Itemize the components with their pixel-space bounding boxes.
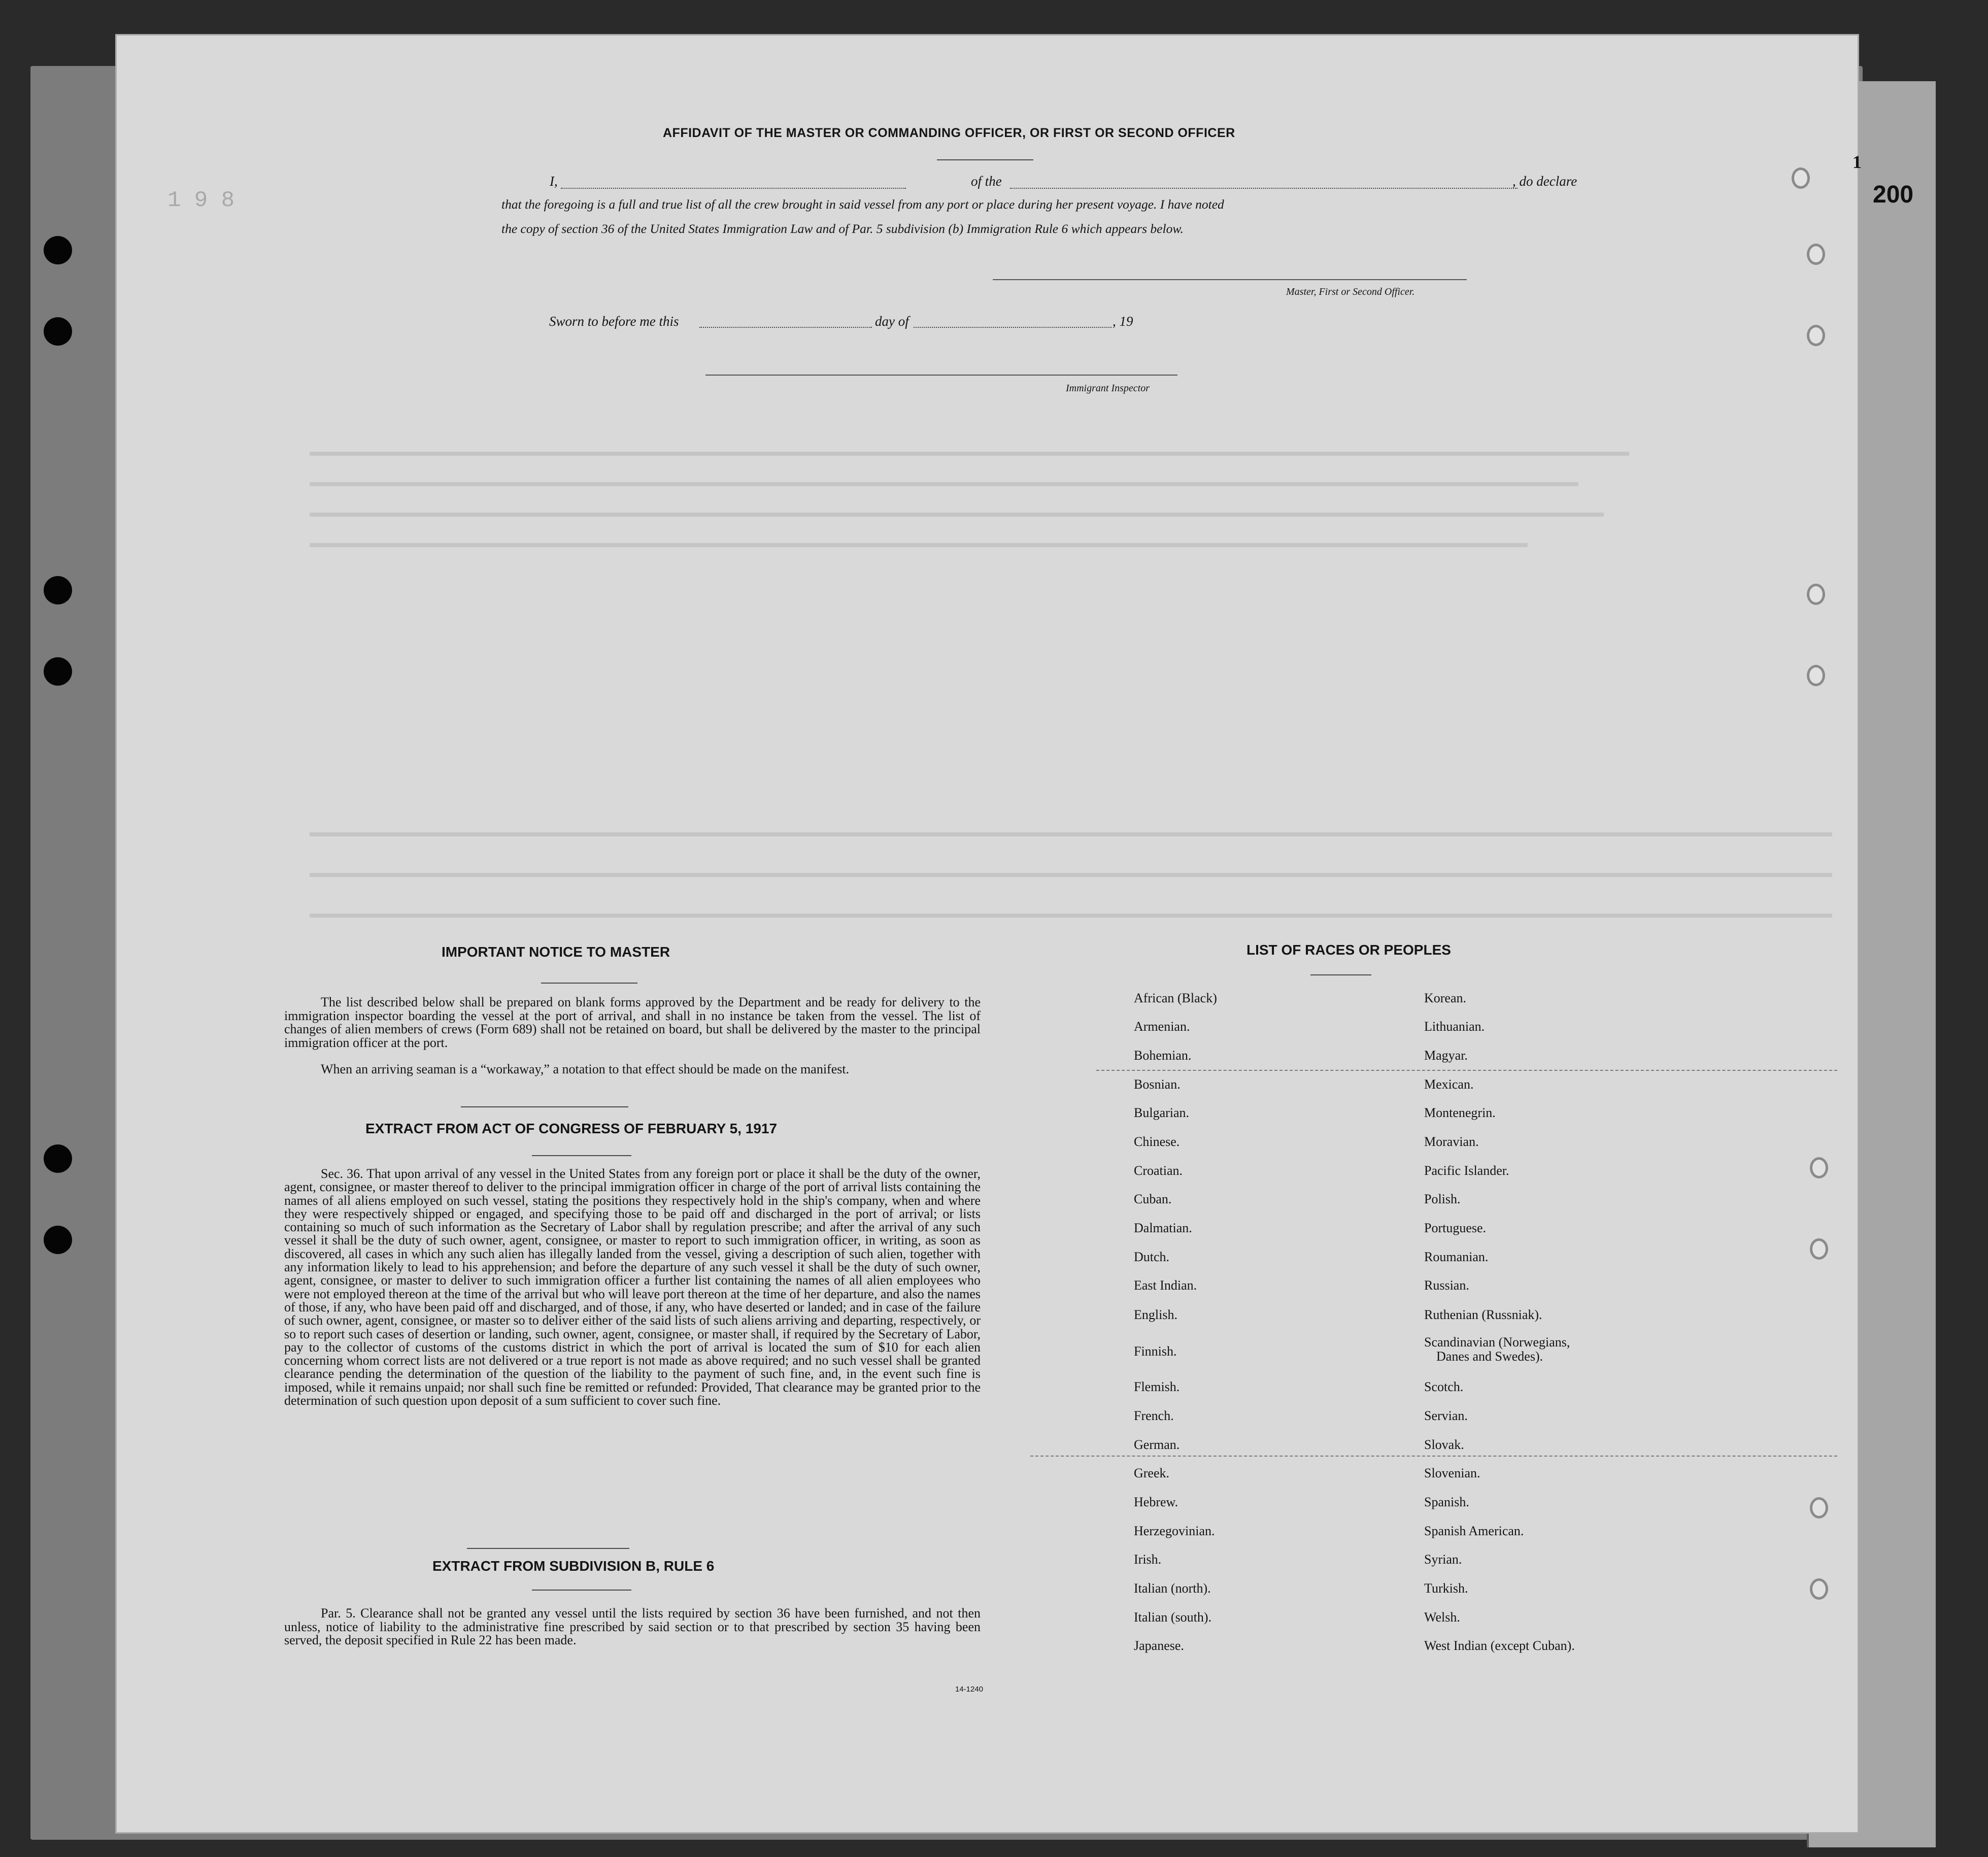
binder-hole-icon <box>44 1226 72 1254</box>
race-item: German. <box>1134 1437 1180 1452</box>
rule6-heading: EXTRACT FROM SUBDIVISION B, RULE 6 <box>432 1558 715 1574</box>
race-item: Flemish. <box>1134 1379 1180 1394</box>
race-item: Hebrew. <box>1134 1495 1178 1509</box>
sheet-number: 200 <box>1873 181 1914 208</box>
ring-hole-icon <box>1792 167 1810 189</box>
race-item: West Indian (except Cuban). <box>1424 1638 1575 1653</box>
notice-section-rule <box>461 1106 628 1107</box>
race-item: Croatian. <box>1134 1163 1183 1178</box>
race-item: Dalmatian. <box>1134 1221 1192 1235</box>
race-item: Armenian. <box>1134 1019 1190 1034</box>
race-item: Finnish. <box>1134 1344 1177 1359</box>
form-number: 14-1240 <box>955 1685 984 1694</box>
declare-label: , do declare <box>1512 174 1577 189</box>
bleed-through-line <box>310 543 1528 547</box>
race-item: Pacific Islander. <box>1424 1163 1509 1178</box>
sworn-label: Sworn to before me this <box>549 314 679 329</box>
title-rule <box>937 159 1033 160</box>
inspector-caption: Immigrant Inspector <box>1066 383 1150 394</box>
race-item: Bulgarian. <box>1134 1105 1190 1120</box>
rule6-rule <box>532 1590 631 1591</box>
race-item: African (Black) <box>1134 991 1217 1005</box>
race-item: Cuban. <box>1134 1192 1172 1206</box>
sworn-day-field[interactable] <box>699 327 872 328</box>
sworn-month-field[interactable] <box>914 327 1111 328</box>
rule6-paragraph: Par. 5. Clearance shall not be granted any vessel until the lists required by section 36 have been furnished, and not then unless, notice of liability to the administrative fine prescribed by said section or to that prescribed by section 35 having been served, the deposit specified in Rule 22 has been made. <box>284 1606 981 1647</box>
bleed-through-line <box>310 482 1578 486</box>
race-item: Greek. <box>1134 1466 1170 1480</box>
vessel-label: of the <box>971 174 1002 189</box>
binder-hole-icon <box>44 1144 72 1173</box>
race-item: Spanish American. <box>1424 1524 1524 1538</box>
races-rule <box>1310 974 1371 975</box>
binder-hole-icon <box>44 236 72 264</box>
vessel-name-field[interactable] <box>1010 188 1518 189</box>
race-item: Japanese. <box>1134 1638 1184 1653</box>
notice-rule <box>541 983 637 984</box>
race-item: Slovak. <box>1424 1437 1464 1452</box>
race-item: Bohemian. <box>1134 1048 1192 1063</box>
ring-hole-icon <box>1810 1578 1828 1600</box>
race-item: English. <box>1134 1307 1177 1322</box>
officer-signature-line[interactable] <box>993 279 1467 280</box>
affidavit-title: AFFIDAVIT OF THE MASTER OR COMMANDING OFFICER, OR FIRST OR SECOND OFFICER <box>663 126 1235 140</box>
binder-hole-icon <box>44 657 72 686</box>
race-item: Mexican. <box>1424 1077 1474 1092</box>
bleed-through-line <box>310 832 1832 836</box>
form-page <box>117 36 1862 1832</box>
binder-hole-icon <box>44 576 72 604</box>
officer-signature-caption: Master, First or Second Officer. <box>1286 286 1415 297</box>
bleed-through-line <box>310 513 1604 517</box>
race-item: Lithuanian. <box>1424 1019 1485 1034</box>
bleed-through-line <box>310 873 1832 877</box>
race-item: Herzegovinian. <box>1134 1524 1215 1538</box>
binder-hole-icon <box>44 317 72 346</box>
races-heading: LIST OF RACES OR PEOPLES <box>1246 942 1451 958</box>
fold-line <box>1096 1070 1837 1071</box>
ring-hole-icon <box>1810 1497 1828 1518</box>
race-item: Korean. <box>1424 991 1467 1005</box>
ring-hole-icon <box>1810 1238 1828 1260</box>
race-item: Irish. <box>1134 1552 1162 1567</box>
race-item: Italian (south). <box>1134 1610 1212 1625</box>
race-item: Roumanian. <box>1424 1250 1489 1264</box>
race-item: Servian. <box>1424 1408 1468 1423</box>
race-item: Chinese. <box>1134 1134 1180 1149</box>
bleed-through-line <box>310 914 1832 918</box>
race-item: East Indian. <box>1134 1278 1197 1293</box>
notice-paragraph-1: The list described below shall be prepared on blank forms approved by the Department and be ready for delivery to the immigration inspector boarding the vessel at the port of arrival, and shall in no instance be taken from the vessel. The list of changes of alien members of crews (Form 689) shall not be retained on board, but shall be delivered by the master to the principal immigration officer at the port. <box>284 995 981 1050</box>
race-item: Turkish. <box>1424 1581 1468 1596</box>
race-item: Scotch. <box>1424 1379 1464 1394</box>
declarant-name-field[interactable] <box>561 188 906 189</box>
act-section-36: Sec. 36. That upon arrival of any vessel in the United States from any foreign port or place it shall be the duty of the owner, agent, consignee, or master thereof to deliver to the principal immigration officer in charge of the port of arrival lists containing the names of all aliens employed on such vessel, stating the positions they respectively hold in the ship's company, when and where they were respectively shipped or engaged, and specifying those to be paid off and discharged in the port of arrival; or lists containing so much of such information as the Secretary of Labor shall by regulation prescribe; and after the arrival of any such vessel it shall be the duty of such owner, agent, consignee, or master to report to such immigration officer, in writing, as soon as discovered, all cases in which any such alien has illegally landed from the vessel, giving a description of such alien, together with any information likely to lead to his apprehension; and before the departure of any such vessel it shall be the duty of such owner, agent, consignee, or master to deliver to such immigration officer a further list containing the names of all alien employees who were not employed thereon at the time of the arrival but who will leave port thereon at the time of her departure, and also the names of those, if any, who have been paid off and discharged, and of those, if any, who have deserted or landed; and in case of the failure of such owner, agent, consignee, or master so to deliver either of the said lists of such aliens arriving and departing, respectively, or so to report such cases of desertion or landing, such owner, agent, consignee, or master shall, if required by the Secretary of Labor, pay to the collector of customs of the customs district in which the port of arrival is located the sum of $10 for each alien concerning whom correct lists are not delivered or a true report is not made as above required; and no such vessel shall be granted clearance pending the determination of the question of the liability to the payment of such fine, and, in the event such fine is imposed, while it remains unpaid; nor shall such fine be remitted or refunded: Provided, That clearance may be granted prior to the determination of such question upon deposit of a sum sufficient to cover such fine. <box>284 1166 981 1408</box>
notice-heading: IMPORTANT NOTICE TO MASTER <box>442 944 670 960</box>
affidavit-statement-line-2: the copy of section 36 of the United States Immigration Law and of Par. 5 subdivision (b) Immigration Rule 6 which appears below. <box>501 221 1184 236</box>
corner-mark: 1 <box>1852 152 1862 172</box>
race-item: French. <box>1134 1408 1174 1423</box>
ring-hole-icon <box>1807 584 1825 605</box>
bleed-through-line <box>310 452 1629 456</box>
fold-line <box>1030 1456 1837 1457</box>
race-item: Ruthenian (Russniak). <box>1424 1307 1542 1322</box>
act-rule <box>532 1155 631 1156</box>
inspector-signature-line[interactable] <box>705 375 1177 376</box>
race-item: Scandinavian (Norwegians, <box>1424 1335 1570 1349</box>
declarant-label: I, <box>550 174 558 189</box>
act-section-rule <box>467 1548 629 1549</box>
ring-hole-icon <box>1807 244 1825 265</box>
race-item: Slovenian. <box>1424 1466 1480 1480</box>
race-item: Russian. <box>1424 1278 1469 1293</box>
ring-hole-icon <box>1807 665 1825 686</box>
year-label: , 19 <box>1113 314 1133 329</box>
ring-hole-icon <box>1810 1157 1828 1178</box>
act-heading: EXTRACT FROM ACT OF CONGRESS OF FEBRUARY 5, 1917 <box>365 1121 778 1136</box>
race-item: Moravian. <box>1424 1134 1479 1149</box>
ring-hole-icon <box>1807 325 1825 346</box>
race-item: Dutch. <box>1134 1250 1170 1264</box>
race-item: Syrian. <box>1424 1552 1462 1567</box>
race-item: Bosnian. <box>1134 1077 1181 1092</box>
notice-paragraph-2: When an arriving seaman is a “workaway,” a notation to that effect should be made on the manifest. <box>321 1062 850 1076</box>
race-item: Welsh. <box>1424 1610 1460 1625</box>
affidavit-statement-line-1: that the foregoing is a full and true list of all the crew brought in said vessel from any port or place during her present voyage. I have noted <box>501 197 1224 212</box>
day-of-label: day of <box>875 314 909 329</box>
race-item: Polish. <box>1424 1192 1461 1206</box>
race-item: Magyar. <box>1424 1048 1468 1063</box>
race-item: Spanish. <box>1424 1495 1469 1509</box>
race-item: Danes and Swedes). <box>1436 1349 1543 1364</box>
race-item: Montenegrin. <box>1424 1105 1496 1120</box>
bleed-through-mark: 1 9 8 <box>167 188 235 213</box>
race-item: Italian (north). <box>1134 1581 1211 1596</box>
race-item: Portuguese. <box>1424 1221 1487 1235</box>
